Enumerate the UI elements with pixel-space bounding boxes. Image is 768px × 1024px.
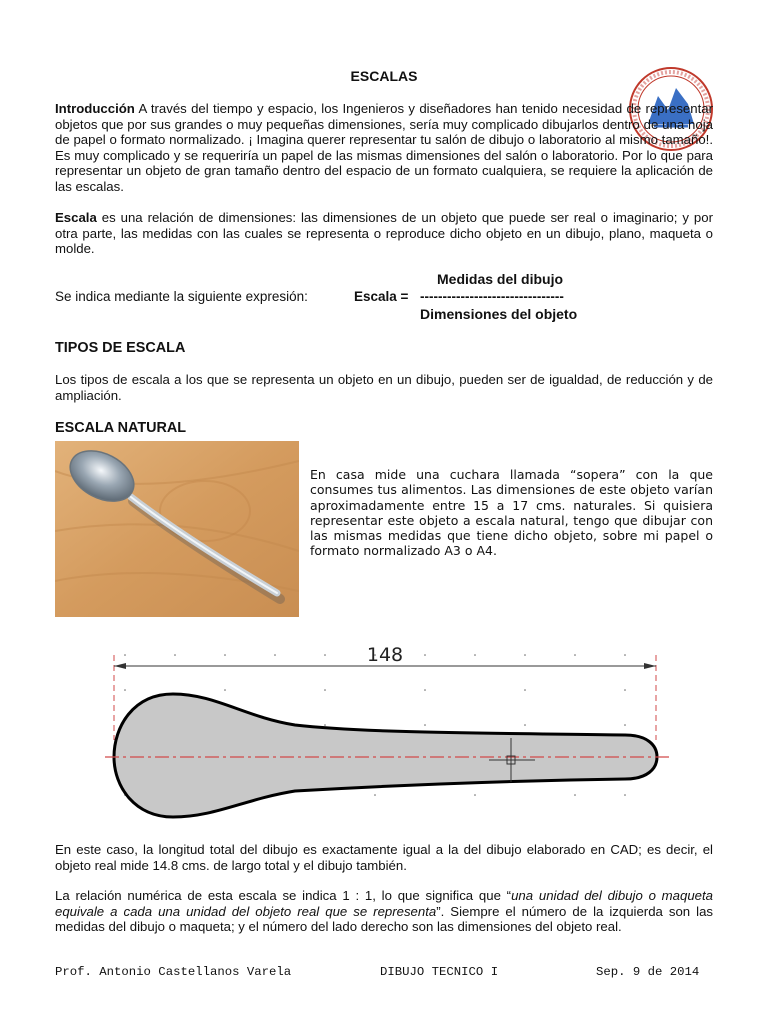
document-title: ESCALAS [350,68,418,84]
intro-paragraph [55,101,713,195]
caso-paragraph: En este caso, la longitud total del dibujo es exactamente igual a la del dibujo elaborado en CAD; es decir, el objeto real mide 14.8 cms. de largo total y el dibujo también. [55,842,713,873]
formula-lead: Se indica mediante la siguiente expresión: [55,289,308,304]
natural-heading: ESCALA NATURAL [55,420,187,436]
tipos-heading: TIPOS DE ESCALA [55,340,186,356]
relacion-tail: ”. Siempre el número de la izquierda son las medidas del dibujo o maqueta; y el número del lado derecho son las dimensiones del objeto real. [55,903,713,935]
relacion-paragraph [55,888,713,935]
cad-spoon-drawing [105,640,670,820]
natural-side-text: En casa mide una cuchara llamada “sopera” con la que consumes tus alimentos. Las dimensiones de este objeto varían aproximadamente entre 15 a 17 cms. naturales. Si quisiera representar este objeto a escala natural, tengo que dibujar con las mismas medidas que tiene dicho objeto, sobre mi papel o formato normalizado A3 o A4. [310,467,713,559]
footer-course: DIBUJO TECNICO I [380,965,499,979]
escala-label: Escala [55,210,97,225]
dimension-label: 148 [366,644,404,666]
intro-label: Introducción [55,101,135,116]
relacion-lead: La relación numérica de esta escala se indica 1 : 1, lo que significa que “ [55,888,512,903]
formula-key: Escala = [354,289,409,304]
formula-denominator: Dimensiones del objeto [420,306,578,322]
formula-numerator: Medidas del dibujo [437,271,564,287]
formula-fraction-bar: -------------------------------- [420,289,564,304]
footer-date: Sep. 9 de 2014 [596,965,700,979]
footer-author: Prof. Antonio Castellanos Varela [55,965,292,979]
spoon-photo [55,441,299,617]
escala-text: es una relación de dimensiones: las dimensiones de un objeto que puede ser real o imaginario; y por otra parte, las medidas con las cuales se representa o reproduce dicho objeto en un dibujo, plano, maqueta o molde. [55,210,713,257]
escala-definition [55,210,713,257]
tipos-paragraph: Los tipos de escala a los que se representa un objeto en un dibujo, pueden ser de igualdad, de reducción y de ampliación. [55,372,713,403]
intro-text: A través del tiempo y espacio, los Ingenieros y diseñadores han tenido necesidad de representar objetos que por sus grandes o muy pequeñas dimensiones, sería muy complicado dibujarlos dentro de una hoja de papel o formato normalizado. ¡ Imagina querer representar tu salón de dibujo o laboratorio al mismo tamaño!. Es muy complicado y se requeriría un papel de las mismas dimensiones del salón o laboratorio. Por lo que para representar un objeto de gran tamaño dentro del espacio de un formato cualquiera, se requiere la aplicación de las escalas. [55,101,713,194]
relacion-quote: una unidad del dibujo o maqueta equivale a cada una unidad del objeto real que se representa [55,888,713,919]
